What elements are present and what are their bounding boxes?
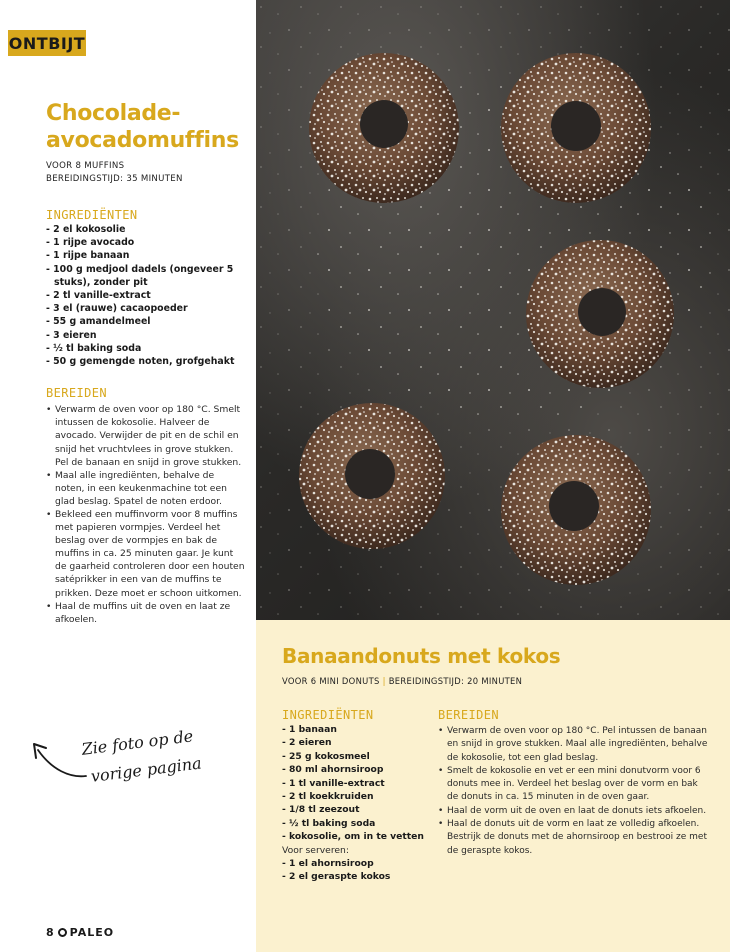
circle-icon <box>58 928 67 937</box>
recipe-2-meta <box>282 676 522 686</box>
step-item: • Smelt de kokosolie en vet er een mini donutvorm voor 6 donuts mee in. Verdeel het beslag over de vorm en bak de donuts in ca. 15 minuten in de oven gaar. <box>438 765 708 805</box>
section-tag: ONTBIJT <box>8 30 86 56</box>
page-number: 8 <box>46 926 55 939</box>
donut <box>501 435 651 585</box>
step-item: • Maal alle ingrediënten, behalve de noten, in een keukenmachine tot een glad beslag. Spatel de noten erdoor. <box>46 469 246 508</box>
note-line-2: vorige pagina <box>89 753 203 786</box>
ingredient-item: - 25 g kokosmeel <box>282 750 370 762</box>
recipe-1-ingredients-heading: INGREDIËNTEN <box>46 208 138 222</box>
magazine-name: PALEO <box>69 926 115 939</box>
donut <box>526 240 674 388</box>
ingredient-item: - 1 tl vanille-extract <box>282 777 385 789</box>
meta-separator: | <box>382 676 386 686</box>
recipe-2-ingredients-list <box>282 723 432 884</box>
serve-label: Voor serveren: <box>282 844 349 856</box>
recipe-2-time: BEREIDINGSTIJD: 20 MINUTEN <box>388 676 523 686</box>
ingredient-item: - ½ tl baking soda <box>46 342 142 354</box>
ingredient-item: - 1 rijpe avocado <box>46 237 135 249</box>
step-item: • Bekleed een muffinvorm voor 8 muffins met papieren vormpjes. Verdeel het beslag over de vormpjes en bak de muffins in ca. 25 minuten gaar. Je kunt de gaarheid controleren door een houten satéprikker in een van de muffins te prikken. Deze moet er schoon uitkomen. <box>46 508 246 600</box>
recipe-1-title: Chocolade-avocadomuffins <box>46 101 239 153</box>
ingredient-item: - 2 eieren <box>282 737 332 749</box>
ingredient-item: - 80 ml ahornsiroop <box>282 764 384 776</box>
ingredient-item: - 2 el geraspte kokos <box>282 871 391 883</box>
ingredient-item: - 1 el ahornsiroop <box>282 858 374 870</box>
donuts-illustration <box>256 0 730 620</box>
recipe-1-ingredients-list <box>46 223 246 368</box>
ingredient-item: - 2 el kokosolie <box>46 224 126 235</box>
recipe-1-steps-heading: BEREIDEN <box>46 386 107 401</box>
ingredient-item: - 100 g medjool dadels (ongeveer 5 stuks), zonder pit <box>46 263 234 288</box>
ingredient-item: - 1 rijpe banaan <box>46 250 130 262</box>
ingredient-item: - 3 el (rauwe) cacaopoeder <box>46 303 188 315</box>
recipe-1 <box>46 100 246 626</box>
donut <box>299 403 445 549</box>
ingredient-item: - 50 g gemengde noten, grofgehakt <box>46 356 235 368</box>
donut <box>501 53 651 203</box>
note-line-1: Zie foto op de <box>80 726 195 759</box>
ingredient-item: - 1/8 tl zeezout <box>282 804 360 816</box>
ingredient-item: - kokosolie, om in te vetten <box>282 831 424 843</box>
ingredient-item: - 55 g amandelmeel <box>46 316 151 328</box>
recipe-2-title: Banaandonuts met kokos <box>282 644 561 668</box>
recipe-2-ingredients-heading: INGREDIËNTEN <box>282 708 374 722</box>
ingredient-item: - ½ tl baking soda <box>282 817 376 829</box>
recipe-2-ingredients <box>282 708 432 884</box>
recipe-2-steps-heading: BEREIDEN <box>438 708 499 722</box>
step-item: • Verwarm de oven voor op 180 °C. Smelt intussen de kokosolie. Halveer de avocado. Verwijder de pit en de schil en snijd het vruchtvlees in grove stukken. Pel de banaan en snijd in grove stukken. <box>46 403 246 468</box>
ingredient-item: - 1 banaan <box>282 724 337 735</box>
recipe-2-servings: VOOR 6 MINI DONUTS <box>282 676 380 686</box>
note-text <box>80 715 256 791</box>
photo-note <box>30 726 230 802</box>
recipe-2-steps <box>438 708 708 858</box>
page-footer <box>46 926 114 939</box>
step-item: • Verwarm de oven voor op 180 °C. Pel intussen de banaan en snijd in grove stukken. Maal alle ingrediënten, behalve de kokosolie, tot een glad beslag. <box>438 725 708 765</box>
step-item: • Haal de vorm uit de oven en laat de donuts iets afkoelen. <box>438 805 708 818</box>
recipe-1-meta <box>46 160 246 186</box>
ingredient-item: - 2 tl koekkruiden <box>282 791 374 803</box>
step-item: • Haal de donuts uit de vorm en laat ze volledig afkoelen. Bestrijk de donuts met de ahornsiroop en bestrooi ze met de geraspte kokos. <box>438 818 708 858</box>
recipe-2-steps-list <box>438 725 708 858</box>
recipe-1-time: BEREIDINGSTIJD: 35 MINUTEN <box>46 174 183 184</box>
step-item: • Haal de muffins uit de oven en laat ze afkoelen. <box>46 600 246 626</box>
ingredient-item: - 2 tl vanille-extract <box>46 290 151 302</box>
donuts-photo <box>256 0 730 620</box>
ingredient-item: - 3 eieren <box>46 329 97 341</box>
recipe-1-steps-list <box>46 403 246 626</box>
donut <box>309 53 459 203</box>
recipe-1-servings: VOOR 8 MUFFINS <box>46 161 125 171</box>
